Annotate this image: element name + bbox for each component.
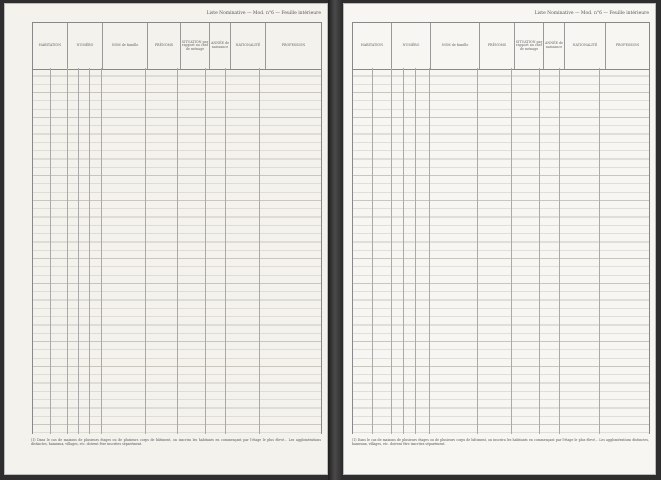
col-numero: NUMÉRO — [68, 23, 103, 69]
census-page-left — [4, 3, 328, 475]
col-nom: NOM de famille — [103, 23, 148, 69]
page-footnote: (1) Dans le cas de maisons de plusieurs étages ou de plusieurs corps de bâtiment, on inscrira les habitants en commençant par l'étage le plus élevé... Les agglomérations distinctes, hameaux, villages, etc. doivent être inscrites séparément. — [352, 438, 649, 447]
page-header: Liste Nominative — Mod. n°6 — Feuille intérieure — [206, 11, 321, 16]
table-header — [32, 22, 322, 70]
book-gutter — [328, 0, 343, 480]
table-body — [352, 68, 650, 434]
table-body — [32, 68, 322, 434]
page-header: Liste Nominative — Mod. n°6 — Feuille intérieure — [534, 11, 649, 16]
col-prenoms: PRÉNOMS — [148, 23, 181, 69]
col-situation: SITUATION par rapport au chef de ménage — [181, 23, 210, 69]
col-situation: SITUATION par rapport au chef de ménage — [515, 23, 544, 69]
col-habitation: HABITATION — [353, 23, 392, 69]
col-nationalite: NATIONALITÉ — [565, 23, 606, 69]
col-nationalite: NATIONALITÉ — [231, 23, 266, 69]
col-numero: NUMÉRO — [392, 23, 431, 69]
col-annee: ANNÉE de naissance — [544, 23, 565, 69]
col-profession: PROFESSION — [281, 43, 306, 48]
col-nom: NOM de famille — [431, 23, 480, 69]
table-header — [352, 22, 650, 70]
col-habitation: HABITATION — [33, 23, 68, 69]
col-profession: PROFESSION — [615, 43, 640, 48]
col-annee: ANNÉE de naissance — [210, 23, 231, 69]
page-footnote: (1) Dans le cas de maisons de plusieurs étages ou de plusieurs corps de bâtiment, on inscrira les habitants en commençant par l'étage le plus élevé... Les agglomérations distinctes, hameaux, villages, etc. doivent être inscrites séparément. — [31, 438, 321, 447]
census-page-right — [343, 3, 656, 475]
col-prenoms: PRÉNOMS — [480, 23, 515, 69]
